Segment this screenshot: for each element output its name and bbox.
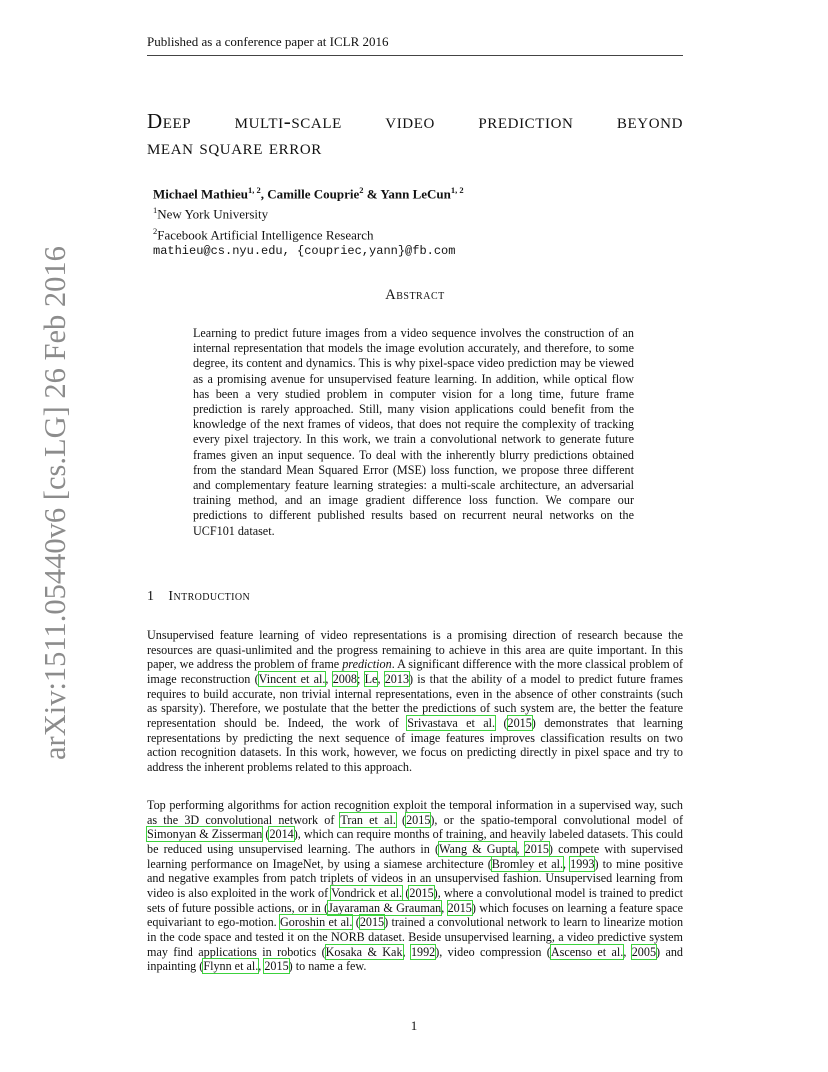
author-3-affil: 1, 2 bbox=[450, 185, 464, 195]
citation-link[interactable]: Flynn et al. bbox=[203, 959, 259, 974]
citation-year-link[interactable]: 2014 bbox=[269, 827, 294, 842]
citation-year-link[interactable]: 2015 bbox=[507, 715, 532, 730]
intro-paragraph-1 bbox=[147, 628, 683, 775]
affiliation-1-mark: 1 bbox=[153, 205, 158, 216]
citation-year-link[interactable]: 1992 bbox=[410, 944, 436, 959]
citation-link[interactable]: Vondrick et al. bbox=[331, 885, 403, 900]
p2-text: , bbox=[402, 944, 411, 959]
citation-link[interactable]: Tran et al. bbox=[340, 812, 396, 827]
p2-text: ( bbox=[352, 915, 360, 930]
author-sep-2: & bbox=[363, 186, 381, 202]
citation-link[interactable]: Bromley et al. bbox=[491, 856, 564, 871]
p2-text: ) compete with supervised learning performance on ImageNet, by using a siamese architecture ( bbox=[147, 841, 683, 871]
citation-link[interactable]: Srivastava et al. bbox=[407, 715, 496, 730]
p1-emphasis: prediction bbox=[342, 657, 392, 672]
author-1-affil: 1, 2 bbox=[247, 185, 261, 195]
citation-link[interactable]: Jayaraman & Grauman bbox=[328, 900, 442, 915]
abstract-heading: Abstract bbox=[385, 287, 445, 303]
p2-text: ), or the spatio-temporal convolutional model of bbox=[430, 812, 684, 827]
affiliation-1 bbox=[153, 202, 464, 222]
citation-link[interactable]: Wang & Gupta bbox=[439, 841, 517, 856]
p2-text: , bbox=[441, 900, 448, 915]
p1-text: Unsupervised feature learning of video representations is a promising direction of research because the resources are quasi-unlimited and the progress remaining to achieve in this area are quite important. In this paper, we address the problem of frame bbox=[147, 628, 683, 672]
affiliation-2-mark: 2 bbox=[153, 225, 158, 236]
author-names bbox=[153, 182, 464, 202]
citation-link[interactable]: Le bbox=[364, 671, 378, 686]
citation-year-link[interactable]: 2015 bbox=[359, 915, 385, 930]
p2-text: ( bbox=[402, 885, 410, 900]
arxiv-identifier[interactable]: arXiv:1511.05440v6 [cs.LG] 26 Feb 2016 bbox=[38, 246, 72, 760]
p2-text: ) trained a convolutional network to learn to linearize motion in the code space and tested it on the NORB dataset. Beside unsupervised learning, a video predictive system may find applications in robotics ( bbox=[147, 915, 684, 959]
p2-text: ( bbox=[262, 827, 270, 842]
citation-link[interactable]: Goroshin et al. bbox=[280, 915, 353, 930]
p2-text: ) which focuses on learning a feature space equivariant to ego-motion. bbox=[147, 900, 683, 930]
p1-text: ; bbox=[357, 671, 365, 686]
citation-link[interactable]: Simonyan & Zisserman bbox=[147, 827, 263, 842]
running-header: Published as a conference paper at ICLR 2016 bbox=[147, 34, 683, 56]
citation-year-link[interactable]: 2015 bbox=[409, 885, 434, 900]
p2-text: , bbox=[258, 959, 265, 974]
citation-year-link[interactable]: 2013 bbox=[384, 671, 410, 686]
author-1: Michael Mathieu bbox=[153, 186, 248, 202]
p2-text: ), where a convolutional model is trained to predict sets of future possible actions, or in ( bbox=[147, 885, 683, 915]
citation-year-link[interactable]: 2015 bbox=[447, 900, 472, 915]
citation-year-link[interactable]: 2015 bbox=[524, 841, 549, 856]
author-2-affil: 2 bbox=[359, 185, 364, 195]
p2-text: ) to name a few. bbox=[288, 959, 367, 974]
title-line-1: Deep multi-scale video prediction beyond bbox=[147, 109, 683, 133]
author-3: Yann LeCun bbox=[380, 186, 451, 202]
author-block bbox=[153, 182, 464, 259]
p2-text: , bbox=[623, 944, 632, 959]
author-emails: mathieu@cs.nyu.edu, {coupriec,yann}@fb.com bbox=[153, 243, 456, 258]
section-number: 1 bbox=[147, 589, 155, 604]
section-title: Introduction bbox=[168, 589, 251, 604]
citation-link[interactable]: Ascenso et al. bbox=[550, 944, 624, 959]
citation-year-link[interactable]: 2005 bbox=[631, 944, 657, 959]
p1-text: , bbox=[325, 671, 333, 686]
p2-text: ), which can require months of training, and heavily labeled datasets. This could be reduced using unsupervised learning. The authors in ( bbox=[147, 827, 683, 856]
citation-link[interactable]: Vincent et al. bbox=[258, 671, 326, 686]
affiliation-2-name: Facebook Artificial Intelligence Research bbox=[157, 226, 374, 242]
p1-text: ( bbox=[495, 715, 508, 730]
p2-text: , bbox=[563, 856, 571, 871]
p1-text: ) demonstrates that learning representations by predicting the next sequence of image features improves classification results on two action recognition datasets. In this work, however, we focus on predicting directly in pixel space and try to address the inherent problems related to this approach. bbox=[147, 715, 683, 774]
p2-text: ) to mine positive and negative examples from patch triplets of videos in an unsupervised fashion. Unsupervised learning from video is also exploited in the work of bbox=[147, 856, 683, 900]
p2-text: ), video compression ( bbox=[435, 944, 551, 959]
section-heading bbox=[147, 589, 250, 605]
p2-text: ) and inpainting ( bbox=[147, 944, 683, 974]
intro-paragraph-2 bbox=[147, 798, 683, 974]
citation-year-link[interactable]: 1993 bbox=[570, 856, 595, 871]
citation-link[interactable]: Kosaka & Kak bbox=[325, 944, 403, 959]
title-line-2: mean square error bbox=[147, 135, 322, 159]
author-sep-1: , bbox=[260, 186, 268, 202]
citation-year-link[interactable]: 2008 bbox=[332, 671, 357, 686]
citation-year-link[interactable]: 2015 bbox=[406, 812, 431, 827]
page-number: 1 bbox=[410, 1018, 418, 1033]
abstract-text: Learning to predict future images from a video sequence involves the construction of an internal representation that models the image evolution accurately, and therefore, to some degree, its content and dynamics. This is why pixel-space video prediction may be viewed as a promising avenue for unsupervised feature learning. In addition, while optical flow has been a very studied problem in computer vision for a long time, future frame prediction is rarely approached. Still, many vision applications could benefit from the knowledge of the next frames of videos, that does not require the complexity of tracking every pixel trajectory. In this work, we train a convolutional network to generate future frames given an input sequence. To deal with the inherently blurry predictions obtained from the standard Mean Squared Error (MSE) loss function, we propose three different and complementary feature learning strategies: a multi-scale architecture, an adversarial training method, and an image gradient difference loss function. We compare our predictions to different published results based on recurrent neural networks on the UCF101 dataset. bbox=[193, 326, 634, 538]
affiliation-1-name: New York University bbox=[157, 206, 269, 222]
citation-year-link[interactable]: 2015 bbox=[264, 959, 289, 974]
affiliation-2 bbox=[153, 223, 464, 243]
p2-text: ( bbox=[395, 812, 407, 827]
p1-text: . A significant difference with the more classical problem of image reconstruction ( bbox=[147, 657, 683, 686]
p2-text: Top performing algorithms for action recognition exploit the temporal information in a supervised way, such as the 3D convolutional network of bbox=[147, 798, 683, 827]
p2-text: , bbox=[516, 841, 525, 856]
paper-title bbox=[147, 108, 683, 160]
p1-text: ) is that the ability of a model to predict future frames requires to build accurate, non trivial internal representations, even in the absence of other constraints (such as sparsity). Therefore, we postulate that the better the predictions of such system are, the better the feature representation should be. Indeed, the work of bbox=[147, 671, 683, 730]
p1-text: , bbox=[377, 671, 385, 686]
author-2: Camille Couprie bbox=[267, 186, 360, 202]
